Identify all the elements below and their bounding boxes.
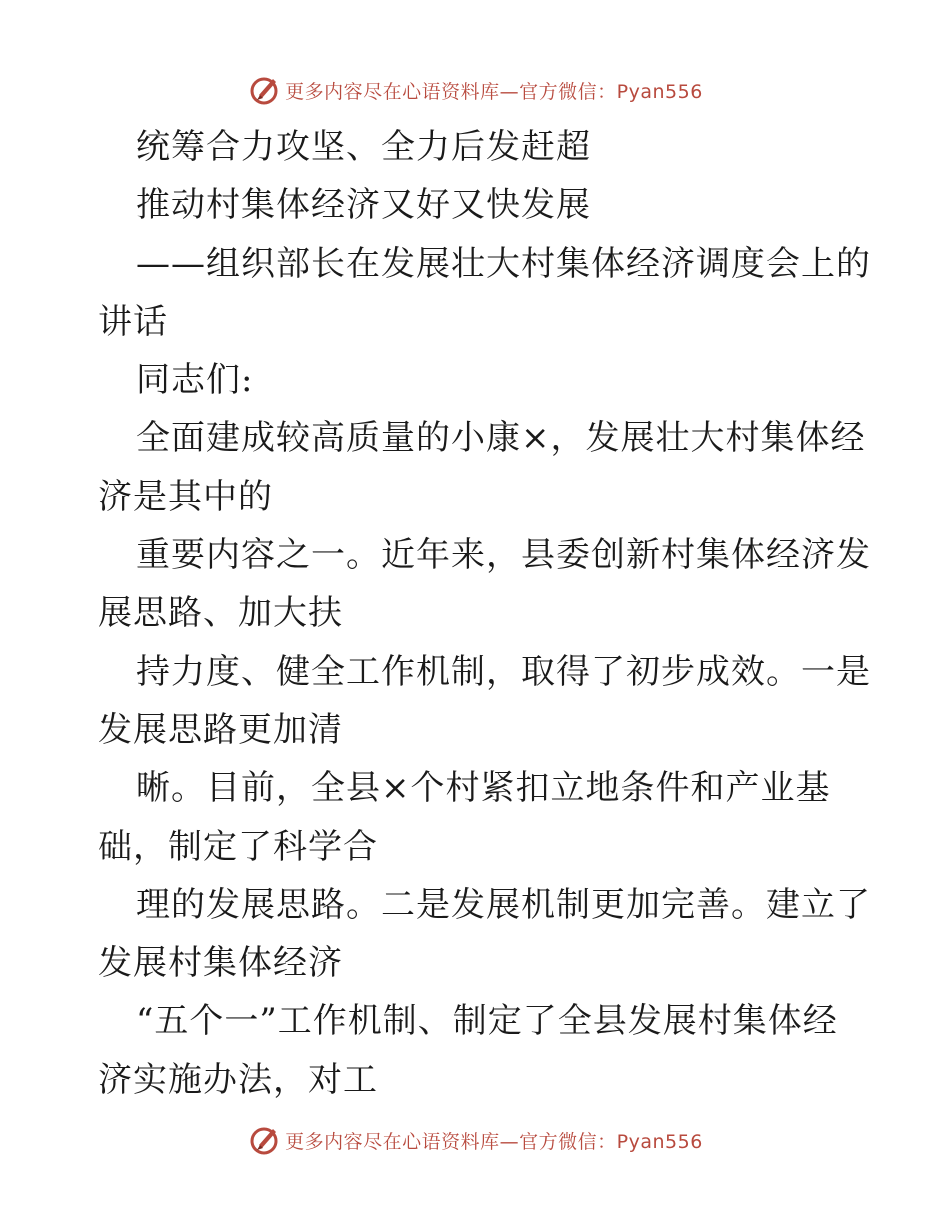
header-watermark: [0, 70, 950, 110]
subtitle-line: ——组织部长在发展壮大村集体经济调度会上的: [136, 243, 871, 284]
document-body: [98, 118, 871, 1109]
paragraph-line: 展思路、加大扶: [98, 593, 343, 634]
paragraph-line: 理的发展思路。二是发展机制更加完善。建立了: [136, 884, 871, 925]
quill-logo-icon: [247, 73, 281, 107]
header-watermark-text: 更多内容尽在心语资料库—官方微信：Pyan556: [285, 80, 703, 103]
paragraph-line: 础，制定了科学合: [98, 826, 378, 867]
quill-logo-icon: [247, 1123, 281, 1157]
paragraph-line: 持力度、健全工作机制，取得了初步成效。一是: [136, 651, 871, 692]
footer-watermark-text: 更多内容尽在心语资料库—官方微信：Pyan556: [285, 1130, 703, 1153]
paragraph-line: “五个一”工作机制、制定了全县发展村集体经: [136, 1001, 838, 1042]
paragraph-line: 晰。目前，全县×个村紧扣立地条件和产业基: [136, 768, 831, 809]
paragraph-line: 发展思路更加清: [98, 709, 343, 750]
title-line-2: 推动村集体经济又好又快发展: [136, 185, 591, 226]
footer-watermark: [0, 1120, 950, 1160]
title-line-1: 统筹合力攻坚、全力后发赶超: [136, 127, 591, 167]
subtitle-line-cont: 讲话: [98, 301, 168, 342]
paragraph-line: 济实施办法，对工: [98, 1059, 378, 1100]
salutation: 同志们:: [136, 360, 254, 401]
paragraph-line: 全面建成较高质量的小康×，发展壮大村集体经: [136, 418, 866, 459]
paragraph-line: 发展村集体经济: [98, 943, 343, 984]
paragraph-line: 重要内容之一。近年来，县委创新村集体经济发: [136, 535, 871, 576]
paragraph-line: 济是其中的: [98, 476, 273, 517]
